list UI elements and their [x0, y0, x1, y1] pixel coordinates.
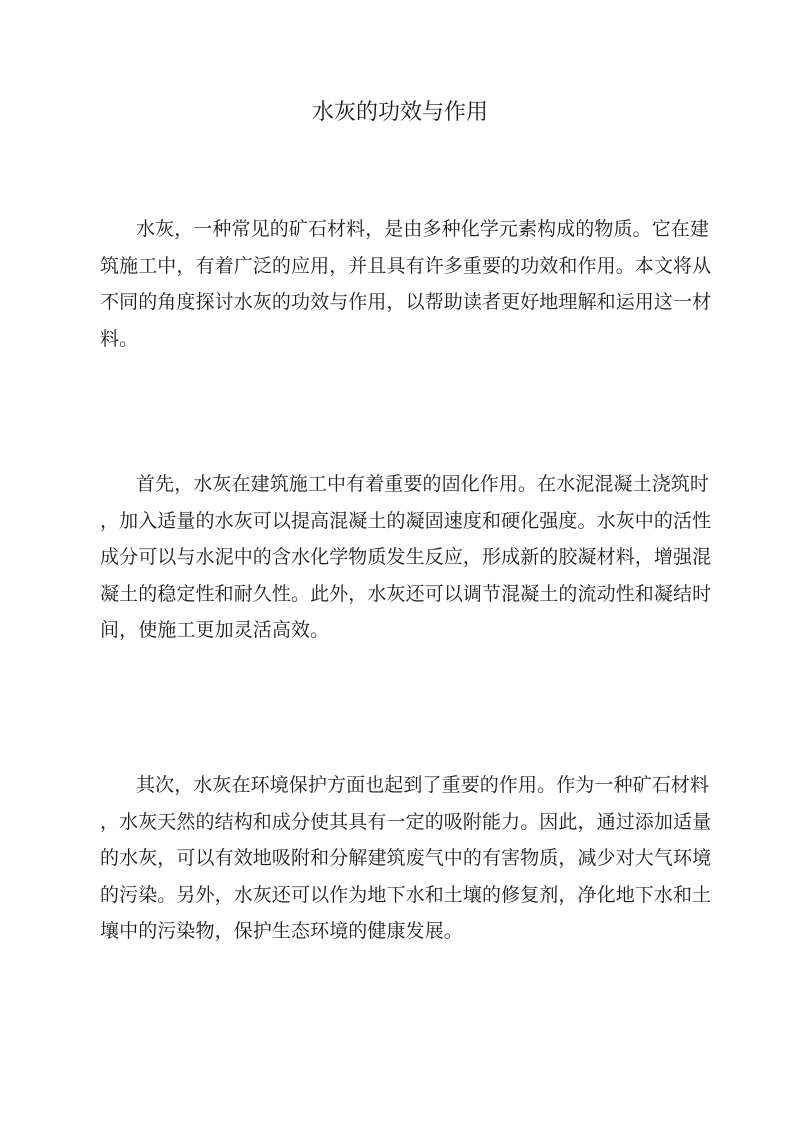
paragraph-line: 壤中的污染物，保护生态环境的健康发展。: [100, 920, 463, 942]
paragraph-line: 水灰，一种常见的矿石材料，是由多种化学元素构成的物质。它在建: [136, 218, 710, 240]
paragraph-intro: [100, 211, 712, 357]
paragraph-line: 成分可以与水泥中的含水化学物质发生反应，形成新的胶凝材料，增强混: [100, 546, 712, 568]
paragraph-line: 首先，水灰在建筑施工中有着重要的固化作用。在水泥混凝土浇筑时: [136, 473, 710, 495]
paragraph-line: 其次，水灰在环境保护方面也起到了重要的作用。作为一种矿石材料: [136, 774, 710, 796]
paragraph-line: ，加入适量的水灰可以提高混凝土的凝固速度和硬化强度。水灰中的活性: [100, 509, 712, 532]
paragraph-line: 凝土的稳定性和耐久性。此外，水灰还可以调节混凝土的流动性和凝结时: [100, 582, 712, 605]
paragraph-first: [100, 466, 712, 649]
paragraph-second: [100, 767, 712, 950]
paragraph-line: 筑施工中，有着广泛的应用，并且具有许多重要的功效和作用。本文将从: [100, 254, 712, 277]
document-title: 水灰的功效与作用: [311, 100, 488, 125]
paragraph-line: 的污染。另外，水灰还可以作为地下水和土壤的修复剂，净化地下水和土: [100, 883, 712, 906]
paragraph-line: ，水灰天然的结构和成分使其具有一定的吸附能力。因此，通过添加适量: [100, 810, 712, 833]
paragraph-line: 不同的角度探讨水灰的功效与作用，以帮助读者更好地理解和运用这一材: [100, 291, 712, 313]
paragraph-line: 料。: [100, 327, 139, 350]
paragraph-line: 的水灰，可以有效地吸附和分解建筑废气中的有害物质，减少对大气环境: [100, 847, 712, 869]
paragraph-line: 间，使施工更加灵活高效。: [100, 619, 330, 641]
